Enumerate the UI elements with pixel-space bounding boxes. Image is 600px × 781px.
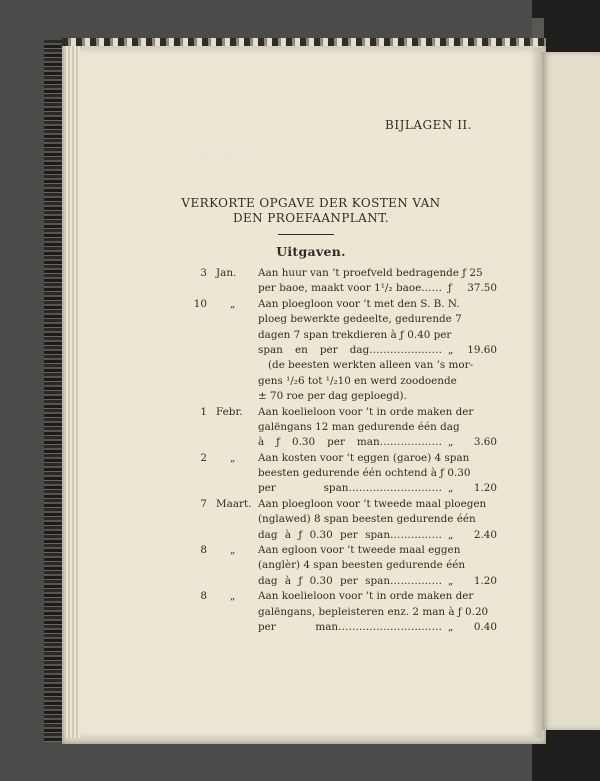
title-line-2: DEN PROEFAANPLANT. [233,211,389,225]
book-page: ~ ~ ~ ~ ~ BIJLAGEN II. VERKORTE OPGAVE DER KOSTEN VAN DEN PROEFAANPLANT. Uitgaven. 3 Jan. Aan huur van ’t proefveld bedragende ƒ 25 per baoe, maakt voor 1¹/₂ baoe…… ƒ 37.50 10 „ Aan ploegloon voor ’t met den S. B. N. ploeg bewerkte gedeelte, gedurende 7 dagen 7 span trekdieren à ƒ 0.40 per span en per dag………………… „ 19.60 (de beesten werkten alleen van ’s mor- gens ¹/₂6 tot ¹/₂10 en werd zoodoende ± 70 roe per dag geploegd). 1 Febr. Aan koelieloon voor ’t in orde maken der galëngans 12 man gedurende één dag à ƒ 0.30 per man……………… „ 3.60 2 „ Aan kosten voor ’t eggen (garoe) 4 span beesten gedurende één ochtend à ƒ 0.30 per span……………………… „ 1.20 7 Maart. Aan ploegloon voor ’t tweede maal ploegen (nglawed) 8 span beesten gedurende één dag à ƒ 0.30 per span…………… „ 2.40 8 „ Aan egloon voor ’t tweede maal eggen (anglèr) 4 span beesten gedurende één dag à ƒ 0.30 per span…………… „ 1.20 8 „ Aan koelieloon voor ’t in orde maken der galëngans, bepleisteren enz. 2 man à ƒ 0.20 per man………………………… „ 0.40 [80,48,542,738]
entry-currency: ƒ [448,282,452,295]
entry-amount: 3.60 [473,436,497,449]
facing-page-edge [542,52,600,730]
title-rule [278,234,334,235]
entry-amount: 1.20 [473,574,497,587]
entry-amount: 0.40 [473,620,497,633]
entry-amount: 2.40 [473,528,497,541]
entry-month: „ [230,544,236,557]
entry-amount: 37.50 [467,282,497,295]
entry-text-line: Aan huur van ’t proefveld bedragende ƒ 25 [258,267,483,279]
running-head: BIJLAGEN II. [385,118,472,132]
section-heading: Uitgaven. [276,244,346,259]
entry-day: 2 [200,451,207,464]
entry-text-line: Aan ploegloon voor ’t tweede maal ploegen [258,497,487,510]
entry-text-line: per baoe, maakt voor 1¹/₂ baoe…… [258,282,442,295]
entry-day: 10 [193,297,207,310]
entry-currency: „ [448,436,454,449]
entry-text-line: Aan koelieloon voor ’t in orde maken der [258,405,474,418]
entry-currency: „ [448,482,454,495]
entry-text-line: beesten gedurende één ochtend à ƒ 0.30 [258,467,471,480]
entry-text-line: Aan koelieloon voor ’t in orde maken der [258,590,474,603]
expense-entry [80,405,542,451]
entry-text-line: dag à ƒ 0.30 per span…………… [258,574,442,587]
entry-day: 3 [200,267,207,279]
entry-day: 1 [200,405,207,418]
entry-month: Jan. [216,267,237,279]
entry-text-line: (nglawed) 8 span beesten gedurende één [258,513,476,526]
entry-currency: „ [448,343,454,356]
expense-entry [80,266,542,297]
entry-text-line: gens ¹/₂6 tot ¹/₂10 en werd zoodoende [258,374,457,387]
entry-month: „ [230,590,236,603]
expense-entry [80,297,542,405]
entry-amount: 1.20 [473,482,497,495]
entry-text-line: (anglèr) 4 span beesten gedurende één [258,559,466,572]
entry-text-line: span en per dag………………… [258,343,442,356]
entry-text-line: galëngans, bepleisteren enz. 2 man à ƒ 0.20 [258,605,489,618]
entry-text-line: dag à ƒ 0.30 per span…………… [258,528,442,541]
expense-list [80,266,542,635]
expense-entry [80,543,542,589]
entry-text-line: Aan kosten voor ’t eggen (garoe) 4 span [258,451,470,464]
entry-text-line: per man………………………… [258,620,442,633]
expense-entry [80,589,542,635]
entry-text-line: à ƒ 0.30 per man……………… [258,436,442,449]
entry-text-line: per span……………………… [258,482,442,495]
entry-month: Febr. [216,405,243,418]
entry-text-line: galëngans 12 man gedurende één dag [258,420,460,433]
page-title [80,196,542,226]
entry-text-line: (de beesten werkten alleen van ’s mor- [268,359,474,372]
entry-text-line: dagen 7 span trekdieren à ƒ 0.40 per [258,328,452,341]
entry-currency: „ [448,574,454,587]
entry-currency: „ [448,620,454,633]
entry-month: Maart. [216,497,252,510]
entry-text-line: ploeg bewerkte gedeelte, gedurende 7 [258,313,462,326]
title-line-1: VERKORTE OPGAVE DER KOSTEN VAN [181,196,441,210]
entry-month: „ [230,297,236,310]
entry-day: 8 [200,544,207,557]
expense-entry [80,451,542,497]
entry-text-line: ± 70 roe per dag geploegd). [258,390,407,403]
entry-text-line: Aan egloon voor ’t tweede maal eggen [258,544,461,557]
entry-amount: 19.60 [467,343,497,356]
entry-text-line: Aan ploegloon voor ’t met den S. B. N. [258,297,460,310]
entry-day: 8 [200,590,207,603]
entry-month: „ [230,451,236,464]
entry-day: 7 [200,497,207,510]
expense-entry [80,497,542,543]
entry-currency: „ [448,528,454,541]
